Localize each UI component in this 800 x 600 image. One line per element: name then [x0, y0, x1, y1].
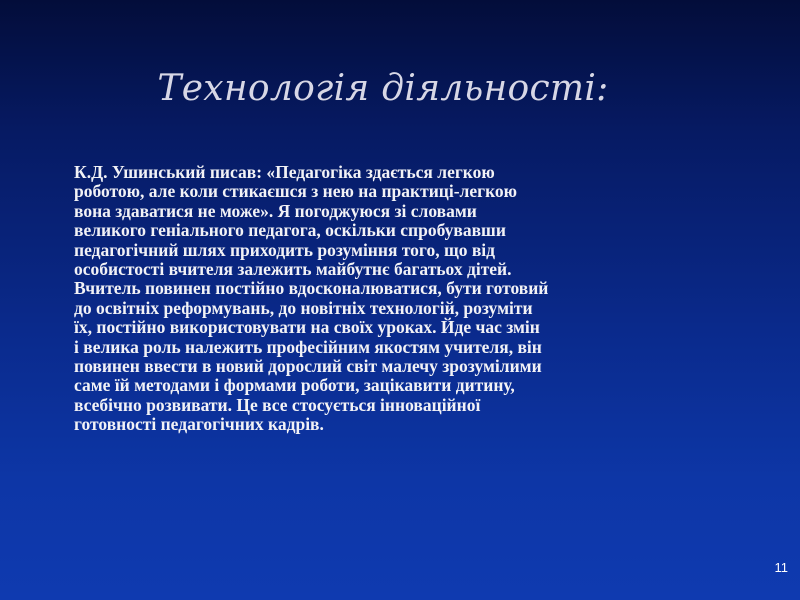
body-line: особистості вчителя залежить майбутнє багатьох дітей. [74, 259, 512, 280]
body-line: повинен ввести в новий дорослий світ малечу зрозумілими [74, 356, 542, 377]
body-line: до освітніх реформувань, до новітніх технологій, розуміти [74, 297, 533, 318]
body-line: всебічно розвивати. Це все стосується інноваційної [74, 394, 481, 415]
body-line: і велика роль належить професійним якостям учителя, він [74, 336, 542, 357]
body-line: саме їй методами і формами роботи, зацікавити дитину, [74, 375, 515, 396]
body-line: їх, постійно використовувати на своїх уроках. Йде час змін [74, 317, 540, 338]
slide-page-number: 11 [774, 560, 788, 575]
body-line: Вчитель повинен постійно вдосконалюватися, бути готовий [74, 278, 549, 299]
body-line: К.Д. Ушинський писав: «Педагогіка здається легкою [74, 162, 495, 182]
slide-title: Технологія діяльності: [157, 68, 609, 109]
body-line: готовності педагогічних кадрів. [74, 414, 324, 435]
body-line: вона здаватися не може». Я погоджуюся зі словами [74, 200, 477, 221]
body-line: роботою, але коли стикаєшся з нею на практиці-легкою [74, 181, 518, 202]
slide-body-text [74, 163, 690, 435]
body-line: великого геніального педагога, оскільки спробувавши [74, 220, 506, 241]
body-line: педагогічний шлях приходить розуміння того, що від [74, 239, 496, 260]
